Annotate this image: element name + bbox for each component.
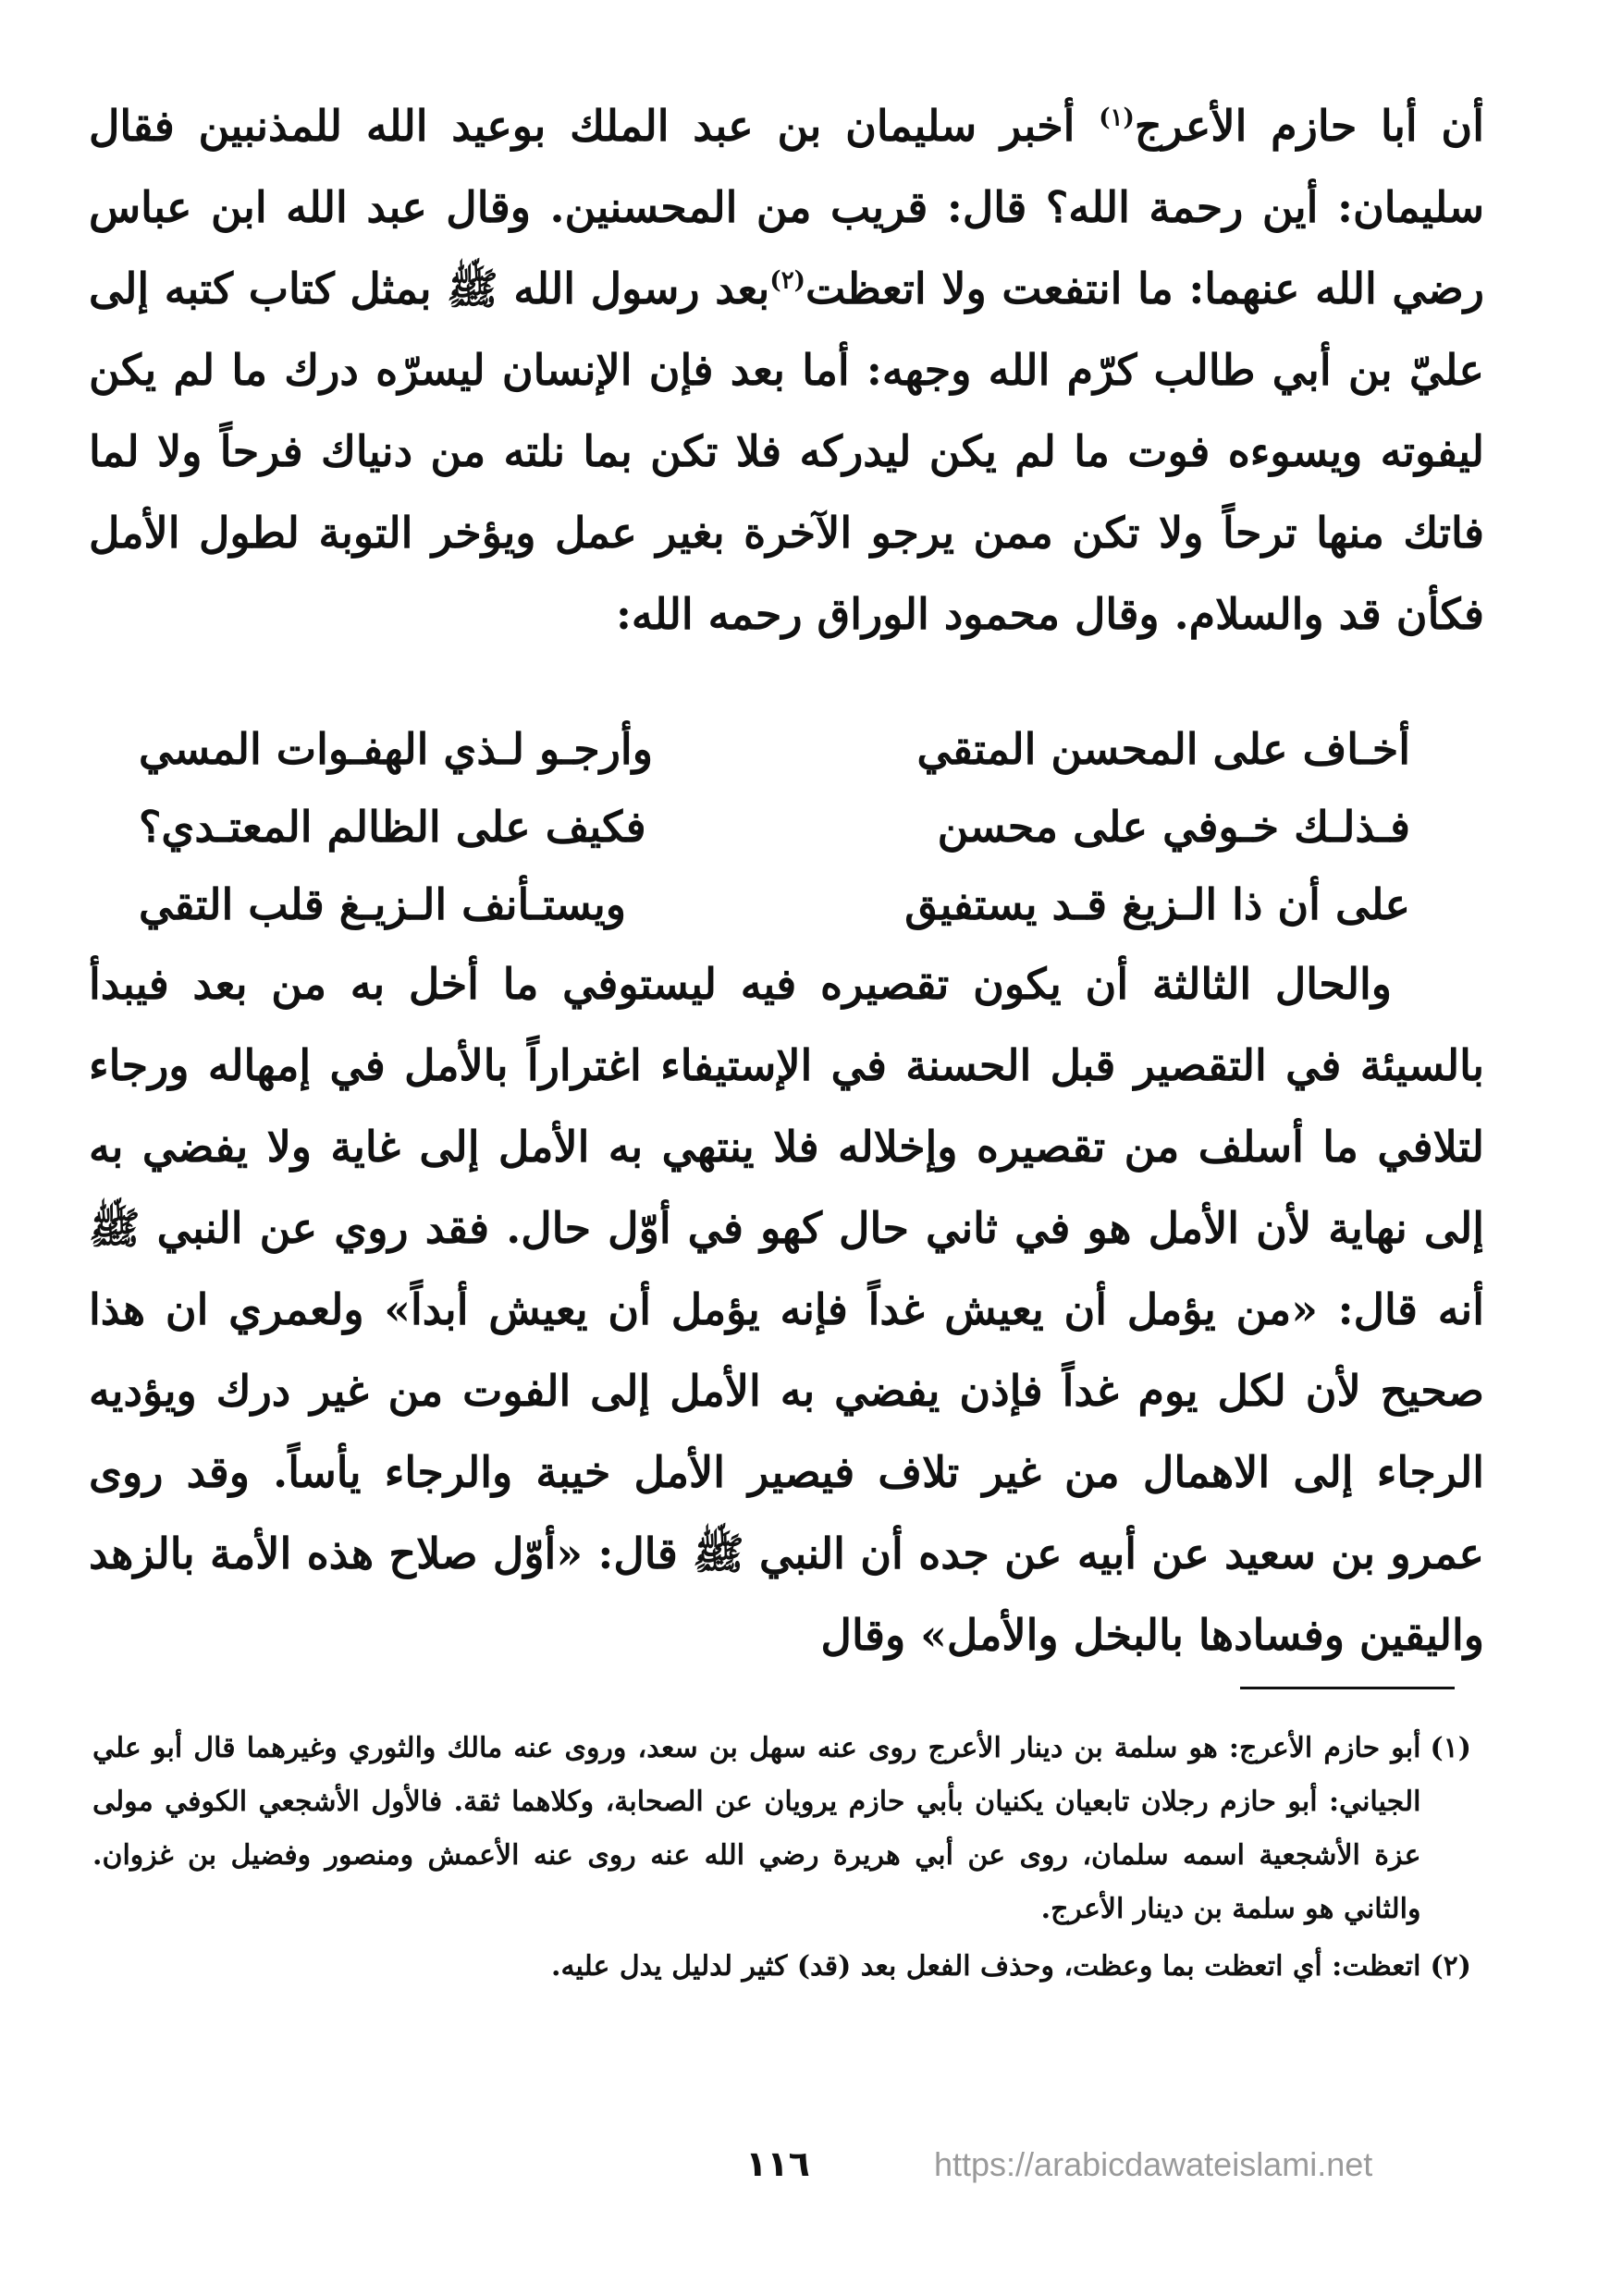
footnote-number: (١) [1430,1732,1471,1764]
watermark-url: https://arabicdawateislami.net [934,2145,1373,2183]
footnote-ref-1[interactable]: (١) [1099,104,1135,132]
footnote-divider [1240,1687,1455,1689]
footnote-1 [92,1722,1471,1936]
verse-first-hemistich: أخـاف على المحسن المتقي [916,724,1410,774]
footnote-text: أبو حازم الأعرج: هو سلمة بن دينار الأعرج روى عنه سهل بن سعد، وروى عنه مالك والثوري وغيرهما قال أبو علي الجياني: أبو حازم رجلان تابعيان يكنيان بأبي حازم يرويان عن الصحابة، وكلاهما ثقة. فالأول الأشجعي الكوفي مولى عزة الأشجعية اسمه سلمان، روى عن أبي هريرة رضي الله عنه روى عنه الأعمش ومنصور وفضيل بن غزوان. والثاني هو سلمة بن دينار الأعرج. [92,1732,1421,1925]
paragraph1-segment-1: أن أبا حازم الأعرج [1134,101,1484,151]
poem-verse [139,788,1410,866]
footnote-text: اتعظت: أي اتعظت بما وعظت، وحذف الفعل بعد (قد) كثير لدليل يدل عليه. [551,1950,1421,1983]
poem-verse [139,866,1410,943]
verse-second-hemistich: فكيف على الظالم المعتـدي؟ [139,802,646,852]
paragraph1-segment-3: بعد رسول الله ﷺ بمثل كتاب كتبه إلى عليّ بن أبي طالب كرّم الله وجهه: أما بعد فإن الإنسان ليسرّه درك ما لم يكن ليفوته ويسوءه فوت ما لم يكن ليدركه فلا تكن بما نلته من دنياك فرحاً ولا لما فاتك منها ترحاً ولا تكن ممن يرجو الآخرة بغير عمل ويؤخر التوبة لطول الأمل فكأن قد والسلام. وقال محمود الوراق رحمه الله: [89,264,1484,639]
footnote-2 [92,1940,1471,1994]
poem-verse [139,710,1410,788]
page-number: ١١٦ [745,2143,810,2184]
main-paragraph-1 [89,85,1484,655]
paragraph1-segment-2: أخبر سليمان بن عبد الملك بوعيد الله للمذنبين فقال سليمان: أين رحمة الله؟ قال: قريب من المحسنين. وقال عبد الله ابن عباس رضي الله عنهما: ما انتفعت ولا اتعظت [89,101,1484,313]
footnote-ref-2[interactable]: (٢) [769,266,805,295]
verse-first-hemistich: فـذلـك خـوفي على محسن [937,802,1410,852]
paragraph2-text: والحال الثالثة أن يكون تقصيره فيه ليستوفي ما أخل به من بعد فيبدأ بالسيئة في التقصير قبل الحسنة في الإستيفاء اغتراراً بالأمل في إمهاله ورجاء لتلافي ما أسلف من تقصيره وإخلاله فلا ينتهي به الأمل إلى غاية ولا يفضي به إلى نهاية لأن الأمل هو في ثاني حال كهو في أوّل حال. فقد روي عن النبي ﷺ أنه قال: «من يؤمل أن يعيش غداً فإنه يؤمل أن يعيش أبداً» ولعمري ان هذا صحيح لأن لكل يوم غداً فإذن يفضي به الأمل إلى الفوت من غير درك ويؤديه الرجاء إلى الاهمال من غير تلاف فيصير الأمل خيبة والرجاء يأساً. وقد روى عمرو بن سعيد عن أبيه عن جده أن النبي ﷺ قال: «أوّل صلاح هذه الأمة بالزهد واليقين وفسادها بالبخل والأمل» وقال [89,959,1484,1660]
footnotes-section [92,1722,1471,1997]
main-paragraph-2 [89,943,1484,1676]
verse-second-hemistich: ويستـأنف الـزيـغ قلب التقي [139,879,626,929]
poem-block [139,710,1410,943]
verse-second-hemistich: وأرجـو لـذي الهفـوات المسي [139,724,653,774]
footnote-number: (٢) [1430,1950,1471,1983]
verse-first-hemistich: على أن ذا الـزيغ قـد يستفيق [904,879,1410,929]
